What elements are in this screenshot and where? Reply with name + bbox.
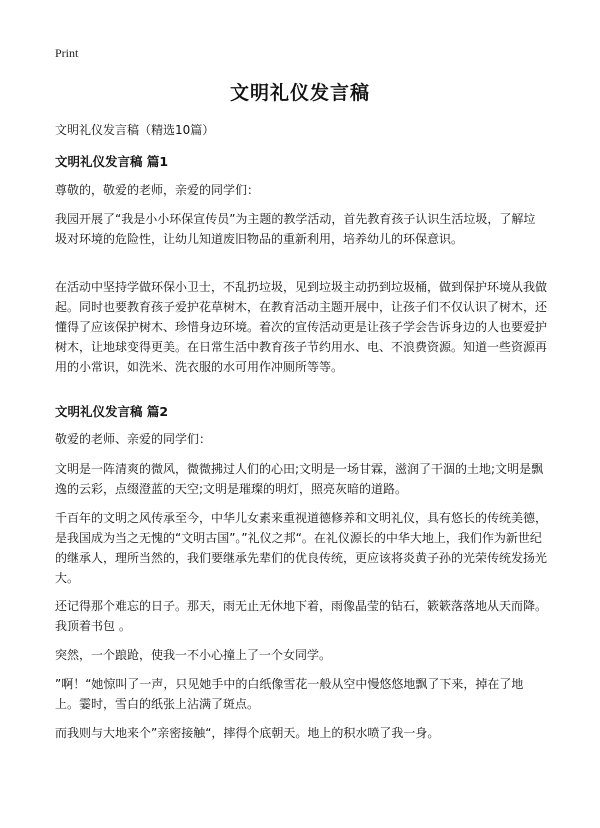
section-2-paragraph: 敬爱的老师、亲爱的同学们：: [55, 432, 212, 446]
section-2-paragraph: 突然，一个踉跄，使我一不小心撞上了一个女同学。: [55, 648, 332, 662]
section-2-paragraph: ”啊！“她惊叫了一声，只见她手中的白纸像雪花一般从空中慢悠悠地飘了下来，掉在了地上。霎时，雪白的纸张上沾满了斑点。: [55, 677, 524, 711]
section-2-heading: 文明礼仪发言稿 篇2: [55, 404, 169, 419]
section-2-paragraph: 而我则与大地来个”亲密接触“，摔得个底朝天。地上的积水喷了我一身。: [55, 726, 440, 740]
section-1-heading: 文明礼仪发言稿 篇1: [55, 154, 169, 169]
print-link[interactable]: Print: [55, 46, 79, 60]
section-2-paragraph: 文明是一阵清爽的微风，微微拂过人们的心田;文明是一场甘霖，滋润了干涸的土地;文明是飘逸的云彩，点缀澄蓝的天空;文明是璀璨的明灯，照亮灰暗的道路。: [55, 462, 544, 496]
section-2-paragraph: 还记得那个难忘的日子。那天，雨无止无休地下着，雨像晶莹的钻石，簌簌落落地从天而降。我顶着书包 。: [55, 599, 548, 633]
section-2-paragraph: 千百年的文明之风传承至今，中华儿女素来重视道德修养和文明礼仪，具有悠长的传统美德，是我国成为当之无愧的“文明古国”。”礼仪之邦“。在礼仪源长的中华大地上，我们作为新世纪的继承人，理所当然的，我们要继承先辈们的优良传统，更应该将炎黄子孙的光荣传统发扬光大。: [55, 511, 548, 585]
document-title: 文明礼仪发言稿: [229, 82, 370, 104]
section-1-paragraph: 在活动中坚持学做环保小卫士，不乱扔垃圾，见到垃圾主动扔到垃圾桶，做到保护环境从我做起。同时也要教育孩子爱护花草树木，在教育活动主题开展中，让孩子们不仅认识了树木，还懂得了应该保护树木、珍惜身边环境。着次的宣传活动更是让孩子学会告诉身边的人也要爱护树木，让地球变得更美。在日常生活中教育孩子节约用水、电、不浪费资源。知道一些资源再用的小常识，如洗米、洗衣服的水可用作冲厕所等等。: [55, 280, 548, 374]
section-1-paragraph: 尊敬的，敬爱的老师，亲爱的同学们：: [55, 183, 260, 197]
document-subtitle: 文明礼仪发言稿（精选10篇）: [55, 123, 215, 137]
section-1-paragraph: 我园开展了“我是小小环保宣传员”为主题的教学活动，首先教育孩子认识生活垃圾，了解垃圾对环境的危险性，让幼儿知道废旧物品的重新利用，培养幼儿的环保意识。: [55, 212, 536, 246]
